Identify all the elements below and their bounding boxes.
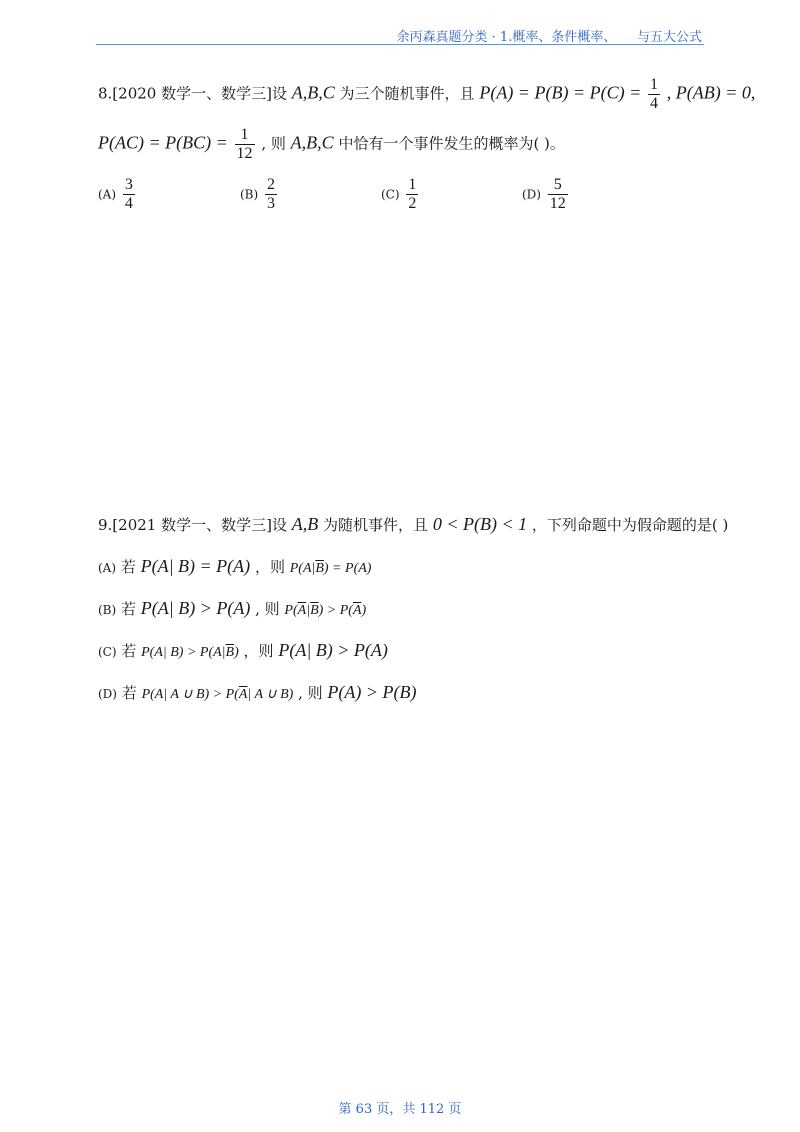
q9-prefix: 9.[2021 数学一、数学三]设 [98,516,287,534]
q8-cond1: P(A) = P(B) = P(C) = [479,82,642,103]
option-fraction [548,176,568,213]
option-label: (A) [98,187,117,202]
fraction-num: 3 [124,176,133,193]
option-label: (C) [98,645,117,659]
option-conclusion: P(A) > P(B) [327,682,417,702]
hypothesis-part: | A ∪ B) [247,687,294,702]
q9-option-a [98,556,371,579]
q8-twelfth-den: 12 [236,145,253,162]
option-label: (D) [98,687,117,701]
page-footer: 第 63 页，共 112 页 [338,1102,462,1117]
q8-cond2: , P(AB) = 0, [666,82,756,103]
q9-stem [98,514,728,535]
hypothesis-part: ) [234,645,239,660]
fraction-num: 1 [408,176,417,193]
q8-option-c [381,176,420,213]
complement-symbol: $\overline{A}$ [238,687,248,702]
option-hypothesis: P(A| B) > P(A) [140,598,251,618]
option-if: 若 [120,558,136,576]
fraction-den: 2 [408,195,417,212]
q8-twelfth-fraction [235,126,255,163]
header-title: 余丙森真题分类 · 1.概率、条件概率、 与五大公式 [396,30,702,45]
q8-line2-end-b: 中恰有一个事件发生的概率为( )。 [338,134,565,153]
fraction-num: 2 [266,176,275,193]
hypothesis-part: P(A| A ∪ B) > P( [141,687,239,702]
option-label: (D) [522,187,541,202]
conclusion-part: ) [361,603,367,618]
q8-line2 [98,126,565,163]
q8-line1 [98,76,755,113]
option-fraction [406,176,418,213]
option-then: ，则 [254,558,285,576]
q8-mid: 为三个随机事件，且 [339,84,475,103]
option-then: , 则 [255,600,280,618]
option-label: (B) [240,187,259,202]
q8-line2-start: P(AC) = P(BC) = [98,132,228,153]
q9-suffix: ，下列命题中为假命题的是( ) [531,516,729,534]
conclusion-part: P(A| [289,561,316,576]
option-label: (A) [98,561,117,575]
option-if: 若 [121,642,137,660]
option-conclusion [290,561,372,576]
q8-line2-end-a: , 则 [261,134,286,153]
fraction-den: 4 [124,195,133,212]
q8-quarter-num: 1 [650,76,658,93]
option-if: 若 [120,600,136,618]
option-if: 若 [121,684,137,702]
complement-symbol: $\overline{A}$ [352,603,362,618]
option-then: , 则 [298,684,323,702]
option-label: (C) [381,187,400,202]
conclusion-part: | [306,603,311,618]
q9-vars: A,B [291,514,319,534]
q9-cond: 0 < P(B) < 1 [432,514,528,534]
page-header [96,26,704,45]
fraction-num: 5 [548,176,568,195]
fraction-den: 12 [549,195,566,212]
q9-option-d [98,682,417,705]
option-fraction [123,176,135,213]
conclusion-part: ) > P( [318,603,353,618]
complement-symbol: $\overline{B}$ [315,561,324,576]
fraction-den: 3 [266,195,275,212]
option-then: ，则 [243,642,274,660]
q8-option-b [240,176,279,213]
complement-symbol: $\overline{A}$ [297,603,307,618]
q8-twelfth-num: 1 [235,126,255,145]
conclusion-part: P( [284,603,298,618]
complement-symbol: $\overline{B}$ [310,603,319,618]
complement-symbol: $\overline{B}$ [225,645,235,660]
option-hypothesis [141,645,239,660]
option-hypothesis: P(A| B) = P(A) [140,556,251,576]
option-conclusion [284,603,366,618]
hypothesis-part: P(A| B) > P(A| [141,645,226,660]
q9-option-c [98,640,388,663]
q9-option-b [98,598,366,621]
q8-line2-vars: A,B,C [290,132,334,153]
q8-quarter-den: 4 [650,95,658,112]
q8-option-a [98,176,137,213]
q9-mid: 为随机事件，且 [323,516,429,534]
q8-option-d [522,176,570,213]
option-conclusion: P(A| B) > P(A) [278,640,388,660]
q8-prefix: 8.[2020 数学一、数学三]设 [98,84,287,103]
conclusion-part: ) = P(A) [323,561,372,576]
option-label: (B) [98,603,117,617]
q8-quarter-fraction [648,76,660,113]
option-fraction [265,176,277,213]
q8-vars: A,B,C [291,82,335,103]
option-hypothesis [142,687,294,702]
